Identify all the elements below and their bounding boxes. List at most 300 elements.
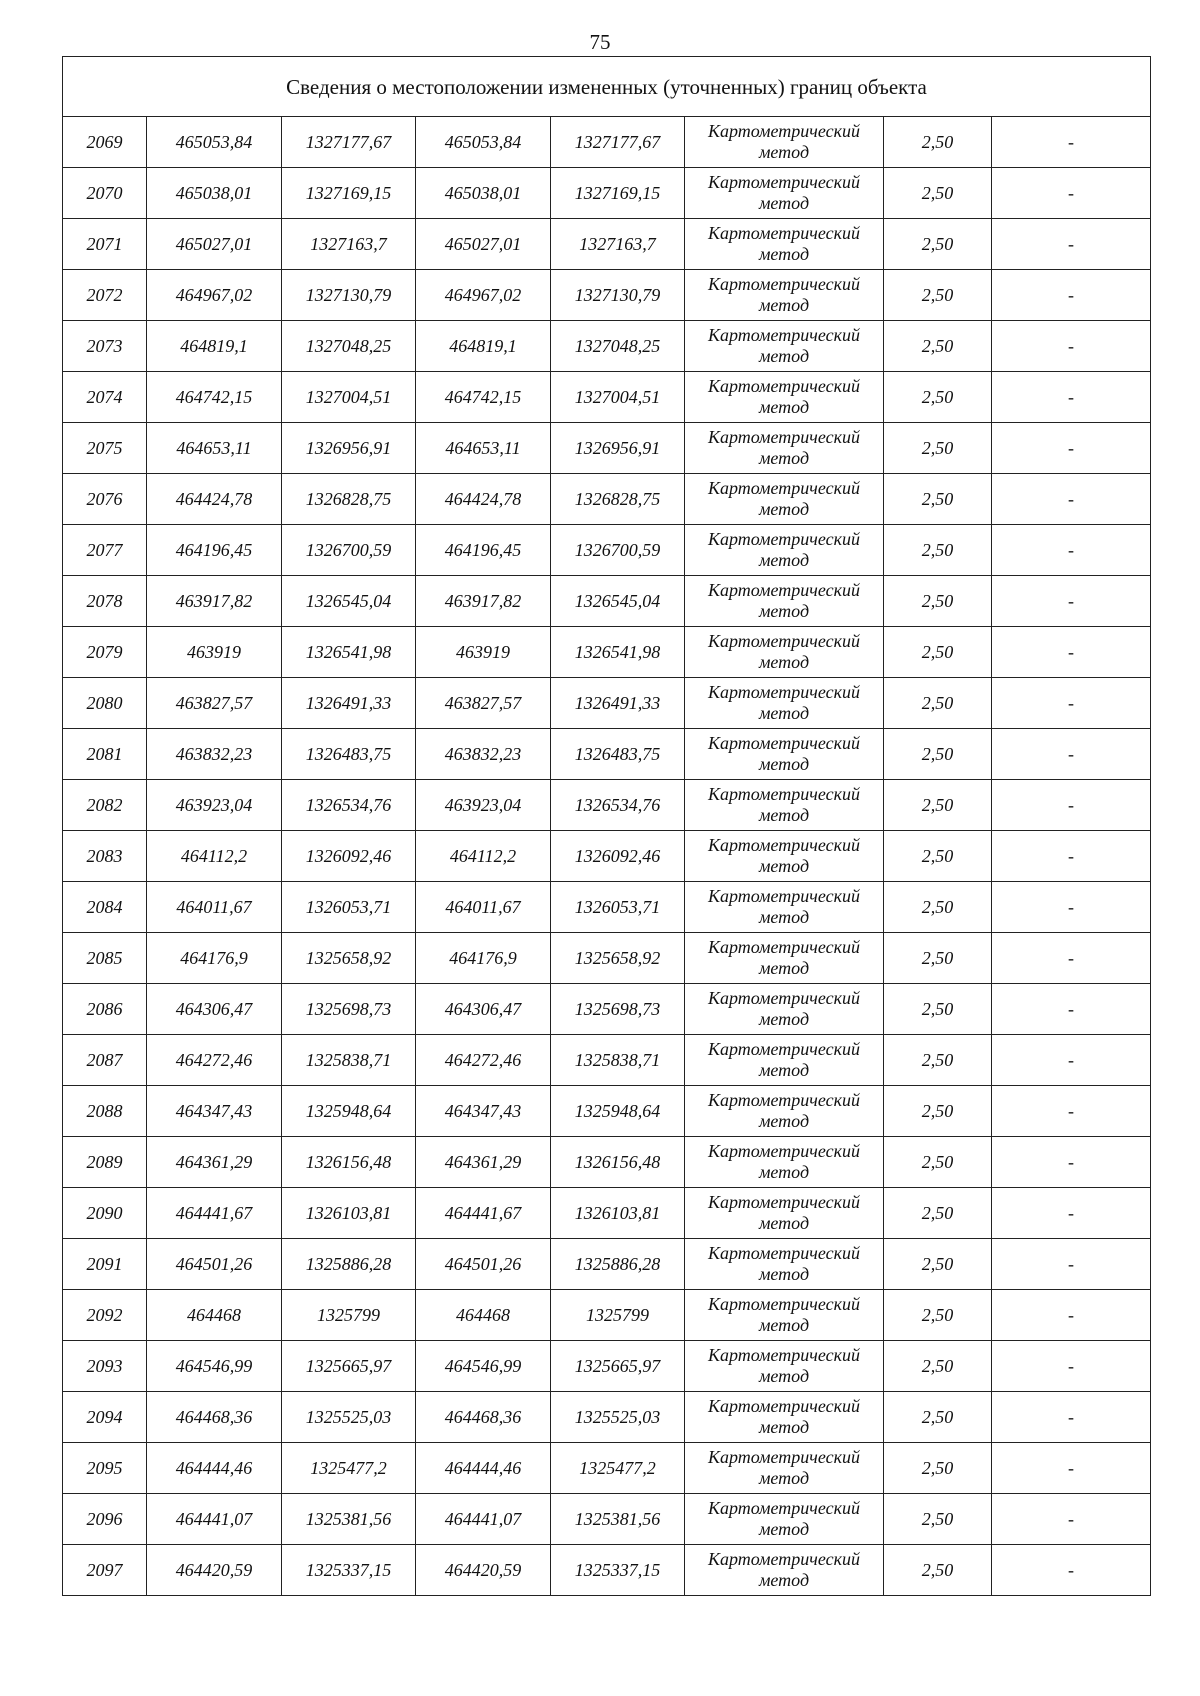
method-line-1: Картометрический bbox=[707, 223, 860, 243]
refined-y-cell: 1325477,2 bbox=[551, 1443, 685, 1494]
method-line-1: Картометрический bbox=[707, 937, 860, 957]
point-number-cell: 2077 bbox=[63, 525, 147, 576]
refined-x-cell: 464501,26 bbox=[416, 1239, 551, 1290]
refined-y-cell: 1326700,59 bbox=[551, 525, 685, 576]
refined-y-cell: 1327130,79 bbox=[551, 270, 685, 321]
table-row bbox=[63, 423, 1151, 474]
method-cell bbox=[685, 1188, 884, 1239]
point-number-cell: 2088 bbox=[63, 1086, 147, 1137]
accuracy-cell: 2,50 bbox=[884, 882, 992, 933]
table-row bbox=[63, 831, 1151, 882]
refined-y-cell: 1325658,92 bbox=[551, 933, 685, 984]
method-line-2: метод bbox=[758, 1264, 810, 1284]
method-line-2: метод bbox=[758, 1315, 810, 1335]
method-line-2: метод bbox=[758, 1213, 810, 1233]
point-number-cell: 2070 bbox=[63, 168, 147, 219]
point-number-cell: 2072 bbox=[63, 270, 147, 321]
refined-x-cell: 464176,9 bbox=[416, 933, 551, 984]
existing-y-cell: 1326700,59 bbox=[282, 525, 416, 576]
accuracy-cell: 2,50 bbox=[884, 1188, 992, 1239]
point-number-cell: 2073 bbox=[63, 321, 147, 372]
accuracy-cell: 2,50 bbox=[884, 729, 992, 780]
refined-x-cell: 463827,57 bbox=[416, 678, 551, 729]
existing-y-cell: 1326491,33 bbox=[282, 678, 416, 729]
table-title: Сведения о местоположении измененных (уточненных) границ объекта bbox=[63, 57, 1151, 117]
method-line-2: метод bbox=[758, 1162, 810, 1182]
note-cell: - bbox=[992, 372, 1151, 423]
existing-x-cell: 464441,67 bbox=[147, 1188, 282, 1239]
note-cell: - bbox=[992, 474, 1151, 525]
note-cell: - bbox=[992, 1188, 1151, 1239]
existing-x-cell: 464441,07 bbox=[147, 1494, 282, 1545]
point-number-cell: 2075 bbox=[63, 423, 147, 474]
refined-x-cell: 464468 bbox=[416, 1290, 551, 1341]
accuracy-cell: 2,50 bbox=[884, 780, 992, 831]
existing-x-cell: 464272,46 bbox=[147, 1035, 282, 1086]
existing-y-cell: 1327048,25 bbox=[282, 321, 416, 372]
method-line-2: метод bbox=[758, 142, 810, 162]
table-row bbox=[63, 1188, 1151, 1239]
method-line-2: метод bbox=[758, 652, 810, 672]
table-row bbox=[63, 1392, 1151, 1443]
point-number-cell: 2093 bbox=[63, 1341, 147, 1392]
method-cell bbox=[685, 933, 884, 984]
refined-x-cell: 464444,46 bbox=[416, 1443, 551, 1494]
point-number-cell: 2094 bbox=[63, 1392, 147, 1443]
existing-y-cell: 1325665,97 bbox=[282, 1341, 416, 1392]
accuracy-cell: 2,50 bbox=[884, 933, 992, 984]
method-cell bbox=[685, 270, 884, 321]
existing-x-cell: 464420,59 bbox=[147, 1545, 282, 1596]
method-line-1: Картометрический bbox=[707, 835, 860, 855]
table-row bbox=[63, 678, 1151, 729]
refined-y-cell: 1326483,75 bbox=[551, 729, 685, 780]
accuracy-cell: 2,50 bbox=[884, 1494, 992, 1545]
refined-y-cell: 1326545,04 bbox=[551, 576, 685, 627]
method-line-2: метод bbox=[758, 397, 810, 417]
page-number: 75 bbox=[589, 30, 611, 54]
refined-y-cell: 1327169,15 bbox=[551, 168, 685, 219]
note-cell: - bbox=[992, 984, 1151, 1035]
method-line-1: Картометрический bbox=[707, 427, 860, 447]
method-cell bbox=[685, 576, 884, 627]
refined-x-cell: 465038,01 bbox=[416, 168, 551, 219]
note-cell: - bbox=[992, 1086, 1151, 1137]
refined-y-cell: 1326491,33 bbox=[551, 678, 685, 729]
accuracy-cell: 2,50 bbox=[884, 1392, 992, 1443]
table-row bbox=[63, 576, 1151, 627]
refined-x-cell: 464361,29 bbox=[416, 1137, 551, 1188]
method-line-2: метод bbox=[758, 1468, 810, 1488]
method-line-2: метод bbox=[758, 958, 810, 978]
method-line-1: Картометрический bbox=[707, 1294, 860, 1314]
refined-y-cell: 1325838,71 bbox=[551, 1035, 685, 1086]
table-row bbox=[63, 1443, 1151, 1494]
table-row bbox=[63, 1290, 1151, 1341]
method-line-1: Картометрический bbox=[707, 988, 860, 1008]
method-line-1: Картометрический bbox=[707, 631, 860, 651]
point-number-cell: 2087 bbox=[63, 1035, 147, 1086]
refined-y-cell: 1325886,28 bbox=[551, 1239, 685, 1290]
method-line-2: метод bbox=[758, 805, 810, 825]
point-number-cell: 2090 bbox=[63, 1188, 147, 1239]
note-cell: - bbox=[992, 1341, 1151, 1392]
note-cell: - bbox=[992, 627, 1151, 678]
accuracy-cell: 2,50 bbox=[884, 372, 992, 423]
table-row bbox=[63, 270, 1151, 321]
method-line-1: Картометрический bbox=[707, 1498, 860, 1518]
method-line-2: метод bbox=[758, 499, 810, 519]
existing-y-cell: 1325698,73 bbox=[282, 984, 416, 1035]
existing-x-cell: 465053,84 bbox=[147, 117, 282, 168]
point-number-cell: 2079 bbox=[63, 627, 147, 678]
method-line-1: Картометрический bbox=[707, 478, 860, 498]
method-cell bbox=[685, 1392, 884, 1443]
refined-y-cell: 1325665,97 bbox=[551, 1341, 685, 1392]
note-cell: - bbox=[992, 1392, 1151, 1443]
table-row bbox=[63, 1137, 1151, 1188]
note-cell: - bbox=[992, 1494, 1151, 1545]
method-cell bbox=[685, 678, 884, 729]
existing-y-cell: 1325381,56 bbox=[282, 1494, 416, 1545]
existing-y-cell: 1326053,71 bbox=[282, 882, 416, 933]
method-line-2: метод bbox=[758, 1111, 810, 1131]
note-cell: - bbox=[992, 270, 1151, 321]
existing-y-cell: 1325658,92 bbox=[282, 933, 416, 984]
note-cell: - bbox=[992, 1137, 1151, 1188]
table-row bbox=[63, 1239, 1151, 1290]
refined-y-cell: 1326541,98 bbox=[551, 627, 685, 678]
existing-x-cell: 464468 bbox=[147, 1290, 282, 1341]
refined-y-cell: 1325698,73 bbox=[551, 984, 685, 1035]
note-cell: - bbox=[992, 168, 1151, 219]
method-cell bbox=[685, 1494, 884, 1545]
existing-x-cell: 463917,82 bbox=[147, 576, 282, 627]
refined-x-cell: 464967,02 bbox=[416, 270, 551, 321]
note-cell: - bbox=[992, 729, 1151, 780]
existing-y-cell: 1325948,64 bbox=[282, 1086, 416, 1137]
method-cell bbox=[685, 474, 884, 525]
existing-y-cell: 1326956,91 bbox=[282, 423, 416, 474]
method-line-1: Картометрический bbox=[707, 1447, 860, 1467]
method-line-1: Картометрический bbox=[707, 580, 860, 600]
note-cell: - bbox=[992, 1290, 1151, 1341]
method-line-1: Картометрический bbox=[707, 784, 860, 804]
method-line-2: метод bbox=[758, 1009, 810, 1029]
method-line-1: Картометрический bbox=[707, 1141, 860, 1161]
accuracy-cell: 2,50 bbox=[884, 423, 992, 474]
table-row bbox=[63, 933, 1151, 984]
accuracy-cell: 2,50 bbox=[884, 1239, 992, 1290]
point-number-cell: 2097 bbox=[63, 1545, 147, 1596]
point-number-cell: 2081 bbox=[63, 729, 147, 780]
method-cell bbox=[685, 525, 884, 576]
existing-x-cell: 464444,46 bbox=[147, 1443, 282, 1494]
method-cell bbox=[685, 1443, 884, 1494]
method-line-2: метод bbox=[758, 448, 810, 468]
existing-x-cell: 465027,01 bbox=[147, 219, 282, 270]
point-number-cell: 2089 bbox=[63, 1137, 147, 1188]
method-cell bbox=[685, 1035, 884, 1086]
existing-x-cell: 463832,23 bbox=[147, 729, 282, 780]
refined-y-cell: 1326156,48 bbox=[551, 1137, 685, 1188]
refined-x-cell: 464468,36 bbox=[416, 1392, 551, 1443]
refined-x-cell: 464742,15 bbox=[416, 372, 551, 423]
existing-y-cell: 1325337,15 bbox=[282, 1545, 416, 1596]
method-cell bbox=[685, 1137, 884, 1188]
existing-y-cell: 1326541,98 bbox=[282, 627, 416, 678]
method-line-1: Картометрический bbox=[707, 886, 860, 906]
refined-y-cell: 1325381,56 bbox=[551, 1494, 685, 1545]
existing-x-cell: 464501,26 bbox=[147, 1239, 282, 1290]
point-number-cell: 2096 bbox=[63, 1494, 147, 1545]
point-number-cell: 2076 bbox=[63, 474, 147, 525]
refined-y-cell: 1327163,7 bbox=[551, 219, 685, 270]
method-cell bbox=[685, 882, 884, 933]
refined-x-cell: 464306,47 bbox=[416, 984, 551, 1035]
refined-x-cell: 464546,99 bbox=[416, 1341, 551, 1392]
refined-x-cell: 464272,46 bbox=[416, 1035, 551, 1086]
accuracy-cell: 2,50 bbox=[884, 1290, 992, 1341]
note-cell: - bbox=[992, 423, 1151, 474]
note-cell: - bbox=[992, 678, 1151, 729]
table-row bbox=[63, 1341, 1151, 1392]
point-number-cell: 2085 bbox=[63, 933, 147, 984]
table-row bbox=[63, 219, 1151, 270]
existing-y-cell: 1326545,04 bbox=[282, 576, 416, 627]
point-number-cell: 2080 bbox=[63, 678, 147, 729]
refined-x-cell: 465027,01 bbox=[416, 219, 551, 270]
existing-x-cell: 464306,47 bbox=[147, 984, 282, 1035]
refined-y-cell: 1326092,46 bbox=[551, 831, 685, 882]
table-row bbox=[63, 525, 1151, 576]
refined-y-cell: 1325799 bbox=[551, 1290, 685, 1341]
method-line-1: Картометрический bbox=[707, 172, 860, 192]
note-cell: - bbox=[992, 1443, 1151, 1494]
point-number-cell: 2091 bbox=[63, 1239, 147, 1290]
method-cell bbox=[685, 729, 884, 780]
method-line-2: метод bbox=[758, 1570, 810, 1590]
method-line-1: Картометрический bbox=[707, 682, 860, 702]
accuracy-cell: 2,50 bbox=[884, 117, 992, 168]
note-cell: - bbox=[992, 1545, 1151, 1596]
existing-x-cell: 464011,67 bbox=[147, 882, 282, 933]
method-line-1: Картометрический bbox=[707, 529, 860, 549]
note-cell: - bbox=[992, 117, 1151, 168]
existing-y-cell: 1325886,28 bbox=[282, 1239, 416, 1290]
method-line-1: Картометрический bbox=[707, 1192, 860, 1212]
accuracy-cell: 2,50 bbox=[884, 1443, 992, 1494]
note-cell: - bbox=[992, 831, 1151, 882]
point-number-cell: 2095 bbox=[63, 1443, 147, 1494]
existing-y-cell: 1325477,2 bbox=[282, 1443, 416, 1494]
refined-y-cell: 1326053,71 bbox=[551, 882, 685, 933]
existing-x-cell: 464468,36 bbox=[147, 1392, 282, 1443]
note-cell: - bbox=[992, 321, 1151, 372]
refined-x-cell: 464420,59 bbox=[416, 1545, 551, 1596]
existing-x-cell: 464819,1 bbox=[147, 321, 282, 372]
refined-y-cell: 1326828,75 bbox=[551, 474, 685, 525]
table-row bbox=[63, 780, 1151, 831]
accuracy-cell: 2,50 bbox=[884, 627, 992, 678]
point-number-cell: 2083 bbox=[63, 831, 147, 882]
table-row bbox=[63, 984, 1151, 1035]
method-cell bbox=[685, 1086, 884, 1137]
method-cell bbox=[685, 321, 884, 372]
refined-x-cell: 463923,04 bbox=[416, 780, 551, 831]
refined-y-cell: 1325948,64 bbox=[551, 1086, 685, 1137]
existing-x-cell: 463919 bbox=[147, 627, 282, 678]
refined-x-cell: 464653,11 bbox=[416, 423, 551, 474]
method-line-2: метод bbox=[758, 244, 810, 264]
method-cell bbox=[685, 1290, 884, 1341]
existing-x-cell: 464546,99 bbox=[147, 1341, 282, 1392]
accuracy-cell: 2,50 bbox=[884, 576, 992, 627]
accuracy-cell: 2,50 bbox=[884, 1545, 992, 1596]
method-line-1: Картометрический bbox=[707, 1090, 860, 1110]
method-cell bbox=[685, 1239, 884, 1290]
note-cell: - bbox=[992, 1035, 1151, 1086]
table-row bbox=[63, 1035, 1151, 1086]
refined-y-cell: 1326534,76 bbox=[551, 780, 685, 831]
accuracy-cell: 2,50 bbox=[884, 168, 992, 219]
note-cell: - bbox=[992, 933, 1151, 984]
refined-y-cell: 1327048,25 bbox=[551, 321, 685, 372]
method-cell bbox=[685, 219, 884, 270]
method-line-1: Картометрический bbox=[707, 274, 860, 294]
method-line-2: метод bbox=[758, 346, 810, 366]
note-cell: - bbox=[992, 576, 1151, 627]
existing-x-cell: 465038,01 bbox=[147, 168, 282, 219]
refined-x-cell: 463832,23 bbox=[416, 729, 551, 780]
existing-x-cell: 464424,78 bbox=[147, 474, 282, 525]
point-number-cell: 2082 bbox=[63, 780, 147, 831]
method-line-1: Картометрический bbox=[707, 733, 860, 753]
accuracy-cell: 2,50 bbox=[884, 1137, 992, 1188]
table-row bbox=[63, 1086, 1151, 1137]
refined-x-cell: 463919 bbox=[416, 627, 551, 678]
method-line-2: метод bbox=[758, 1417, 810, 1437]
point-number-cell: 2086 bbox=[63, 984, 147, 1035]
refined-y-cell: 1327004,51 bbox=[551, 372, 685, 423]
existing-y-cell: 1327130,79 bbox=[282, 270, 416, 321]
existing-y-cell: 1326534,76 bbox=[282, 780, 416, 831]
refined-x-cell: 463917,82 bbox=[416, 576, 551, 627]
method-line-2: метод bbox=[758, 703, 810, 723]
existing-y-cell: 1327163,7 bbox=[282, 219, 416, 270]
refined-y-cell: 1326103,81 bbox=[551, 1188, 685, 1239]
table-row bbox=[63, 474, 1151, 525]
existing-x-cell: 464653,11 bbox=[147, 423, 282, 474]
accuracy-cell: 2,50 bbox=[884, 219, 992, 270]
method-line-2: метод bbox=[758, 193, 810, 213]
existing-x-cell: 463827,57 bbox=[147, 678, 282, 729]
existing-x-cell: 464112,2 bbox=[147, 831, 282, 882]
existing-y-cell: 1326483,75 bbox=[282, 729, 416, 780]
point-number-cell: 2069 bbox=[63, 117, 147, 168]
note-cell: - bbox=[992, 882, 1151, 933]
point-number-cell: 2071 bbox=[63, 219, 147, 270]
method-line-1: Картометрический bbox=[707, 121, 860, 141]
existing-y-cell: 1326103,81 bbox=[282, 1188, 416, 1239]
method-line-1: Картометрический bbox=[707, 1549, 860, 1569]
refined-x-cell: 465053,84 bbox=[416, 117, 551, 168]
table-row bbox=[63, 168, 1151, 219]
method-line-2: метод bbox=[758, 907, 810, 927]
method-line-1: Картометрический bbox=[707, 1039, 860, 1059]
accuracy-cell: 2,50 bbox=[884, 1035, 992, 1086]
existing-y-cell: 1326092,46 bbox=[282, 831, 416, 882]
method-line-2: метод bbox=[758, 754, 810, 774]
method-cell bbox=[685, 831, 884, 882]
table-row bbox=[63, 321, 1151, 372]
table-row bbox=[63, 372, 1151, 423]
existing-x-cell: 464742,15 bbox=[147, 372, 282, 423]
refined-x-cell: 464441,67 bbox=[416, 1188, 551, 1239]
refined-x-cell: 464347,43 bbox=[416, 1086, 551, 1137]
existing-x-cell: 464361,29 bbox=[147, 1137, 282, 1188]
accuracy-cell: 2,50 bbox=[884, 1086, 992, 1137]
point-number-cell: 2084 bbox=[63, 882, 147, 933]
existing-y-cell: 1325525,03 bbox=[282, 1392, 416, 1443]
method-cell bbox=[685, 372, 884, 423]
method-cell bbox=[685, 984, 884, 1035]
method-cell bbox=[685, 1545, 884, 1596]
method-line-1: Картометрический bbox=[707, 1345, 860, 1365]
existing-y-cell: 1327004,51 bbox=[282, 372, 416, 423]
accuracy-cell: 2,50 bbox=[884, 525, 992, 576]
method-line-2: метод bbox=[758, 1060, 810, 1080]
table-row bbox=[63, 117, 1151, 168]
boundary-coordinates-table bbox=[62, 56, 1151, 1596]
accuracy-cell: 2,50 bbox=[884, 831, 992, 882]
existing-x-cell: 464967,02 bbox=[147, 270, 282, 321]
method-line-2: метод bbox=[758, 1519, 810, 1539]
method-cell bbox=[685, 117, 884, 168]
refined-y-cell: 1326956,91 bbox=[551, 423, 685, 474]
accuracy-cell: 2,50 bbox=[884, 321, 992, 372]
note-cell: - bbox=[992, 525, 1151, 576]
existing-y-cell: 1326828,75 bbox=[282, 474, 416, 525]
existing-y-cell: 1325799 bbox=[282, 1290, 416, 1341]
existing-x-cell: 463923,04 bbox=[147, 780, 282, 831]
method-cell bbox=[685, 423, 884, 474]
refined-x-cell: 464441,07 bbox=[416, 1494, 551, 1545]
refined-x-cell: 464196,45 bbox=[416, 525, 551, 576]
accuracy-cell: 2,50 bbox=[884, 678, 992, 729]
method-line-1: Картометрический bbox=[707, 1243, 860, 1263]
refined-x-cell: 464819,1 bbox=[416, 321, 551, 372]
accuracy-cell: 2,50 bbox=[884, 270, 992, 321]
existing-x-cell: 464176,9 bbox=[147, 933, 282, 984]
method-cell bbox=[685, 1341, 884, 1392]
note-cell: - bbox=[992, 1239, 1151, 1290]
method-line-1: Картометрический bbox=[707, 376, 860, 396]
method-line-2: метод bbox=[758, 601, 810, 621]
refined-x-cell: 464424,78 bbox=[416, 474, 551, 525]
note-cell: - bbox=[992, 219, 1151, 270]
method-line-2: метод bbox=[758, 1366, 810, 1386]
table-row bbox=[63, 1545, 1151, 1596]
existing-y-cell: 1327169,15 bbox=[282, 168, 416, 219]
existing-y-cell: 1327177,67 bbox=[282, 117, 416, 168]
table-row bbox=[63, 882, 1151, 933]
refined-x-cell: 464112,2 bbox=[416, 831, 551, 882]
accuracy-cell: 2,50 bbox=[884, 474, 992, 525]
method-line-1: Картометрический bbox=[707, 325, 860, 345]
accuracy-cell: 2,50 bbox=[884, 984, 992, 1035]
refined-y-cell: 1325337,15 bbox=[551, 1545, 685, 1596]
